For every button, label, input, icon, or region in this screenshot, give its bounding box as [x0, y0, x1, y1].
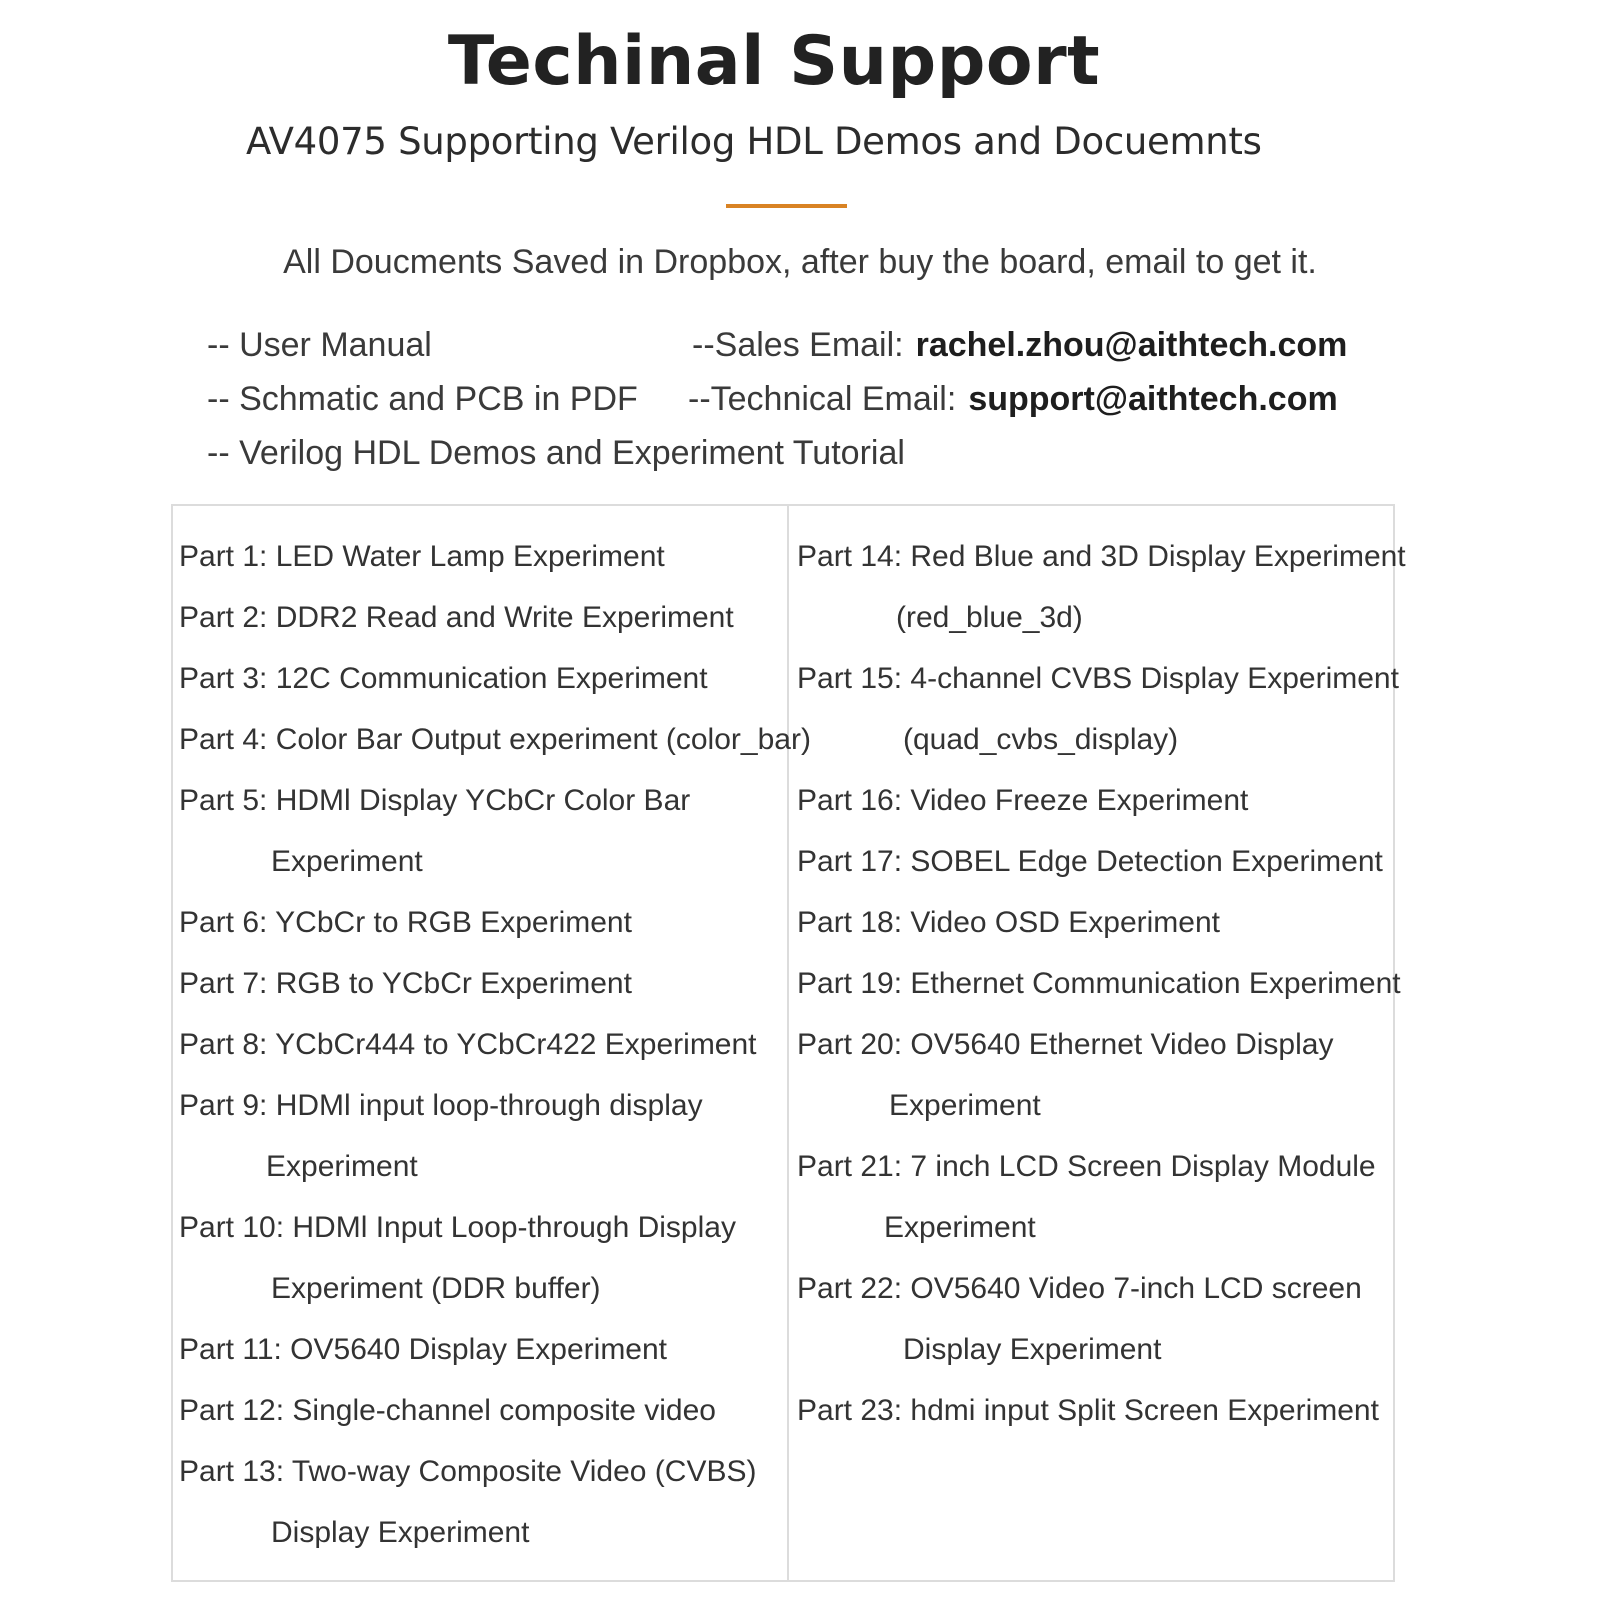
page-subtitle: AV4075 Supporting Verilog HDL Demos and Docuemnts — [246, 120, 1262, 163]
part-title-continuation: Experiment (DDR buffer) — [271, 1272, 601, 1305]
sales-email-link[interactable]: rachel.zhou@aithtech.com — [915, 326, 1348, 364]
document-item: -- Verilog HDL Demos and Experiment Tutorial — [207, 434, 905, 472]
part-item — [179, 1380, 785, 1441]
part-item — [179, 892, 785, 953]
part-item — [797, 770, 1393, 831]
part-title: Part 15: 4-channel CVBS Display Experiment — [797, 662, 1399, 695]
part-title: Part 22: OV5640 Video 7-inch LCD screen — [797, 1272, 1362, 1305]
part-title: Part 23: hdmi input Split Screen Experiment — [797, 1394, 1379, 1427]
document-item: -- Schmatic and PCB in PDF — [207, 380, 638, 418]
part-title: Part 10: HDMl Input Loop-through Display — [179, 1211, 736, 1244]
part-title-continuation: (quad_cvbs_display) — [903, 723, 1179, 756]
technical-contact — [688, 372, 1338, 426]
part-item — [179, 953, 785, 1014]
parts-table — [171, 504, 1406, 1582]
part-item — [797, 1136, 1393, 1258]
parts-column-right — [797, 526, 1406, 1441]
part-item — [797, 831, 1393, 892]
part-item — [179, 1075, 785, 1197]
part-title: Part 11: OV5640 Display Experiment — [179, 1333, 668, 1366]
part-item — [797, 892, 1393, 953]
part-title: Part 7: RGB to YCbCr Experiment — [179, 967, 632, 1000]
part-title-continuation: Display Experiment — [271, 1516, 530, 1549]
column-divider — [787, 506, 789, 1580]
part-item — [179, 648, 785, 709]
technical-email-link[interactable]: support@aithtech.com — [968, 380, 1338, 418]
part-title: Part 17: SOBEL Edge Detection Experiment — [797, 845, 1383, 878]
parts-column-left — [179, 526, 811, 1563]
part-item — [797, 526, 1406, 648]
document-item: -- User Manual — [207, 326, 432, 364]
part-item — [797, 648, 1399, 770]
part-title: Part 19: Ethernet Communication Experiment — [797, 967, 1401, 1000]
intro-text: All Doucments Saved in Dropbox, after buy the board, email to get it. — [283, 243, 1317, 281]
part-title: Part 3: 12C Communication Experiment — [179, 662, 708, 695]
part-item — [179, 1441, 785, 1563]
part-title: Part 1: LED Water Lamp Experiment — [179, 540, 665, 573]
part-item — [179, 1014, 785, 1075]
part-title-continuation: (red_blue_3d) — [896, 601, 1083, 634]
part-item — [179, 1197, 785, 1319]
accent-divider — [726, 204, 847, 208]
part-title: Part 12: Single-channel composite video — [179, 1394, 716, 1427]
part-title: Part 8: YCbCr444 to YCbCr422 Experiment — [179, 1028, 757, 1061]
part-title: Part 18: Video OSD Experiment — [797, 906, 1220, 939]
part-title: Part 14: Red Blue and 3D Display Experiment — [797, 540, 1406, 573]
sales-email-label: --Sales Email: — [692, 326, 904, 364]
part-title-continuation: Experiment — [271, 845, 423, 878]
part-title: Part 9: HDMl input loop-through display — [179, 1089, 703, 1122]
part-title: Part 6: YCbCr to RGB Experiment — [179, 906, 632, 939]
part-title-continuation: Experiment — [884, 1211, 1036, 1244]
part-title-continuation: Experiment — [266, 1150, 418, 1183]
part-title: Part 4: Color Bar Output experiment (color_bar) — [179, 723, 811, 756]
technical-email-label: --Technical Email: — [688, 380, 957, 418]
part-title: Part 13: Two-way Composite Video (CVBS) — [179, 1455, 757, 1488]
part-title: Part 16: Video Freeze Experiment — [797, 784, 1249, 817]
part-item — [179, 709, 811, 770]
part-item — [179, 526, 785, 587]
part-title-continuation: Experiment — [889, 1089, 1041, 1122]
part-item — [179, 587, 785, 648]
part-title-continuation: Display Experiment — [903, 1333, 1162, 1366]
part-item — [797, 1380, 1393, 1441]
part-item — [179, 1319, 785, 1380]
part-item — [797, 1258, 1393, 1380]
part-title: Part 2: DDR2 Read and Write Experiment — [179, 601, 734, 634]
part-title: Part 5: HDMl Display YCbCr Color Bar — [179, 784, 691, 817]
part-item — [797, 1014, 1393, 1136]
part-title: Part 20: OV5640 Ethernet Video Display — [797, 1028, 1334, 1061]
part-title: Part 21: 7 inch LCD Screen Display Module — [797, 1150, 1376, 1183]
part-item — [179, 770, 785, 892]
part-item — [797, 953, 1401, 1014]
sales-contact — [692, 318, 1347, 372]
page-title: Techinal Support — [447, 22, 1101, 101]
